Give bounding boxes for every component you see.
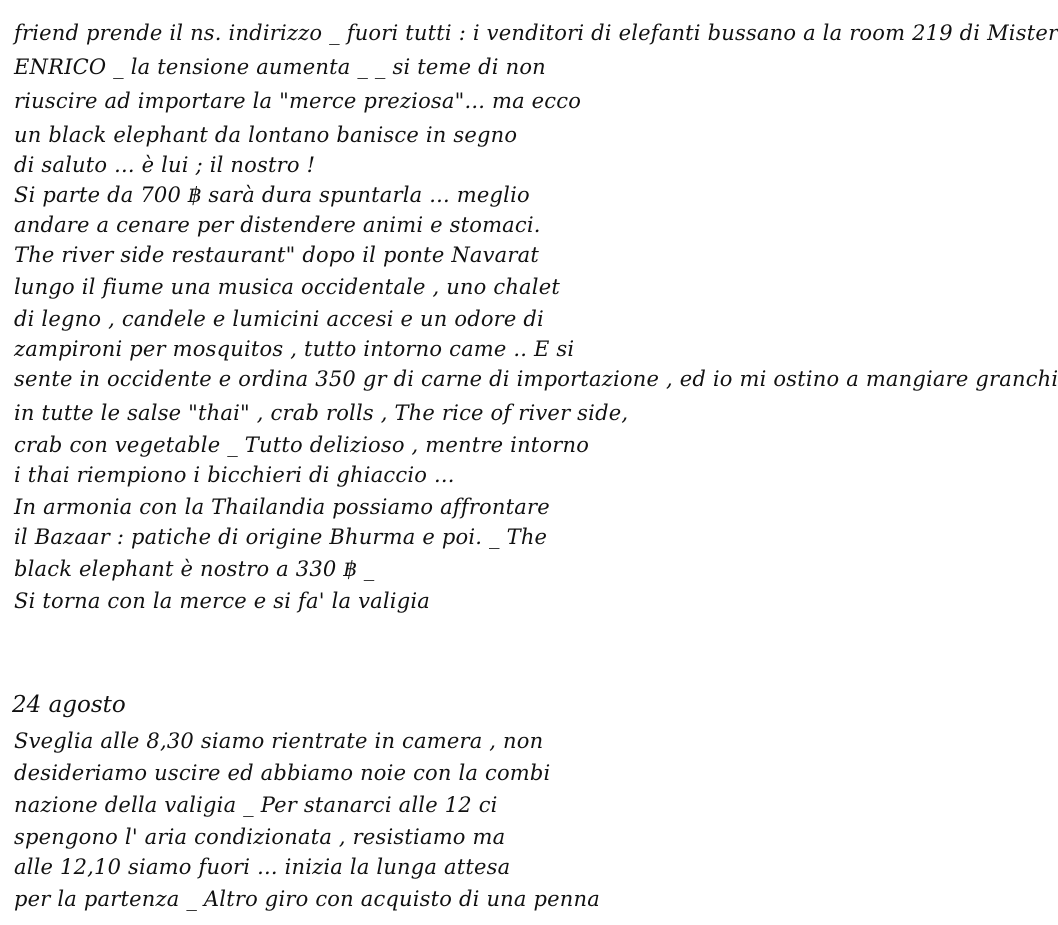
text-line: sente in occidente e ordina 350 gr di carne di importazione , ed io mi ostino a mangiare granchi [14,367,1058,391]
text-line: In armonia con la Thailandia possiamo affrontare [14,495,550,519]
text-line: Sveglia alle 8,30 siamo rientrate in camera , non [14,729,544,753]
text-line: spengono l' aria condizionata , resistiamo ma [14,825,506,849]
text-line: Si parte da 700 ฿ sarà dura spuntarla ... meglio [14,183,530,207]
text-line: ENRICO _ la tensione aumenta _ _ si teme di non [14,55,546,79]
text-line: nazione della valigia _ Per stanarci alle 12 ci [14,793,498,817]
text-line: alle 12,10 siamo fuori ... inizia la lunga attesa [14,855,511,879]
date-heading: 24 agosto [12,692,126,718]
text-line: di saluto ... è lui ; il nostro ! [14,153,316,177]
text-line: zampironi per mosquitos , tutto intorno came .. E si [14,337,575,361]
text-line: in tutte le salse "thai" , crab rolls , The rice of river side, [14,401,629,425]
text-line: crab con vegetable _ Tutto delizioso , mentre intorno [14,433,590,457]
text-line: black elephant è nostro a 330 ฿ _ [14,557,375,581]
text-line: lungo il fiume una musica occidentale , uno chalet [14,275,560,299]
text-line: i thai riempiono i bicchieri di ghiaccio ... [14,463,455,487]
text-line: friend prende il ns. indirizzo _ fuori tutti : i venditori di elefanti bussano a la room 219 di Mister [14,21,1058,45]
text-line: di legno , candele e lumicini accesi e un odore di [14,307,544,331]
text-line: desideriamo uscire ed abbiamo noie con la combi [14,761,551,785]
text-line: il Bazaar : patiche di origine Bhurma e poi. _ The [14,525,548,549]
text-line: Si torna con la merce e si fa' la valigia [14,589,430,613]
text-line: andare a cenare per distendere animi e stomaci. [14,213,541,237]
text-line: The river side restaurant" dopo il ponte Navarat [14,243,540,267]
text-line: un black elephant da lontano banisce in segno [14,123,518,147]
text-line: riuscire ad importare la "merce preziosa"... ma ecco [14,89,582,113]
text-line: per la partenza _ Altro giro con acquisto di una penna [14,887,600,911]
